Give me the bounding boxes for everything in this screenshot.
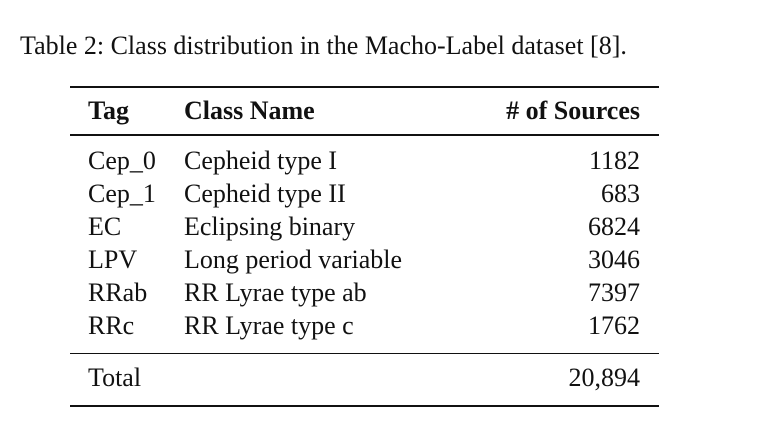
class-distribution-table [70,86,659,407]
cell-num-sources: 1182 [588,145,640,175]
table-body [70,136,659,353]
bottom-rule [70,405,659,407]
table-caption: Table 2: Class distribution in the Macho-Label dataset [8]. [20,31,627,60]
cell-class-name: RR Lyrae type c [184,310,354,340]
table-row [70,243,659,276]
cell-tag: Cep_0 [88,145,156,175]
cell-tag: RRab [88,277,148,307]
table-row [70,177,659,210]
cell-class-name: Long period variable [184,244,403,274]
header-num-sources: # of Sources [506,96,640,125]
cell-class-name: RR Lyrae type ab [184,277,367,307]
table-row [70,276,659,309]
cell-tag: RRc [88,310,135,340]
cell-tag: EC [88,211,122,241]
header-tag: Tag [88,96,129,125]
table-row [70,210,659,243]
table-row [70,144,659,177]
cell-num-sources: 3046 [588,244,640,274]
total-value: 20,894 [568,363,640,392]
cell-tag: Cep_1 [88,178,156,208]
cell-class-name: Cepheid type I [184,145,338,175]
cell-num-sources: 7397 [588,277,640,307]
cell-tag: LPV [88,244,138,274]
cell-class-name: Eclipsing binary [184,211,356,241]
cell-num-sources: 683 [601,178,640,208]
total-label: Total [88,363,142,392]
cell-num-sources: 1762 [588,310,640,340]
cell-num-sources: 6824 [588,211,640,241]
total-row [70,360,659,396]
cell-class-name: Cepheid type II [184,178,346,208]
table-header-row [70,88,659,134]
header-class-name: Class Name [184,96,315,125]
table-total [70,354,659,405]
total-empty-cell [184,360,484,396]
table-row [70,309,659,342]
